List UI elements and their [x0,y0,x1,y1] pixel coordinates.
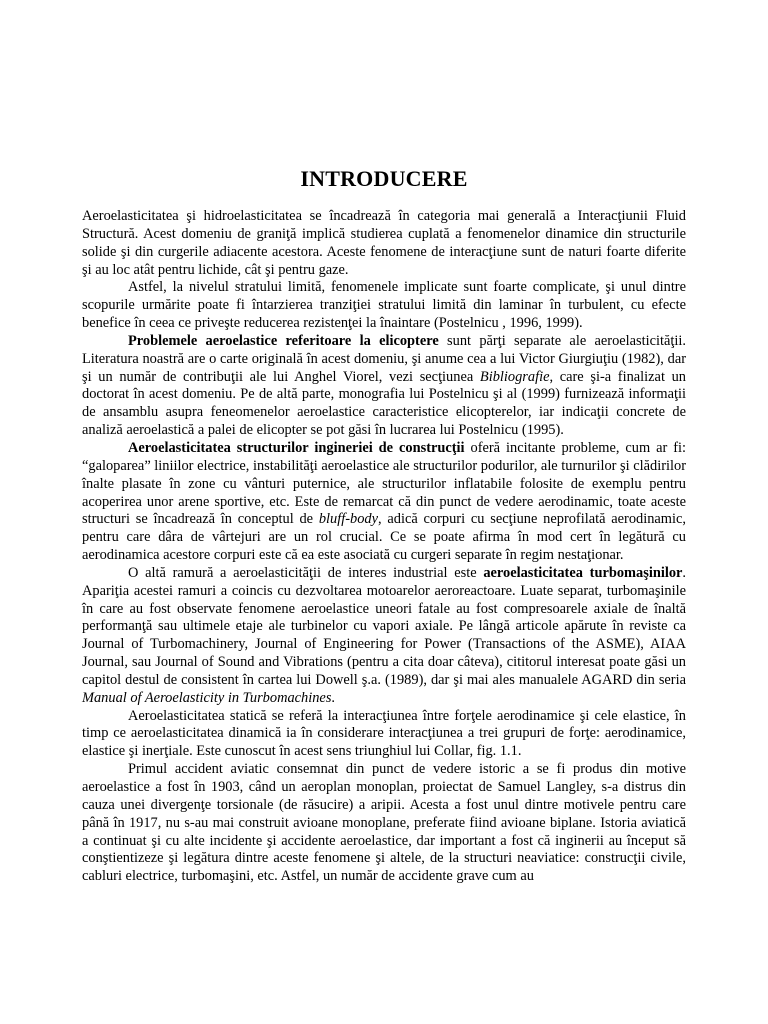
text-run: Astfel, la nivelul stratului limită, fenomenele implicate sunt foarte complicate, şi unul dintre scopurile urmărite poate fi întarzierea tranziţiei stratului limită din laminar în turbulent, cu efecte benefice în ceea ce priveşte reducerea rezistenţei la înaintare (Postelnicu , 1996, 1999). [82,279,686,332]
text-run: O altă ramură a aeroelasticităţii de interes industrial este [128,564,484,581]
italic-text: Manual of Aeroelasticity in Turbomachines [82,689,332,706]
paragraph [82,708,686,762]
text-run: sunt părţi separate ale aeroelasticităţii. Literatura noastră are o carte originală în acest domeniu, şi anume cea a lui Victor Giurgiuţiu (1982), dar şi un număr de contribuţii ale lui Anghel Viorel, vezi secţiunea [82,332,686,385]
paragraph [82,333,686,440]
paragraph [82,761,686,886]
paragraph [82,208,686,279]
text-run: oferă incitante probleme, cum ar fi: “galoparea” liniilor electrice, instabilităţi aeroelastice ale structurilor podurilor, ale turnurilor şi clădirilor înalte plasate în zone cu vânturi puternice, ale structurilor inflatabile folosite de exemplu pentru acoperirea unor arene sportive, etc. Este de remarcat că din punct de vedere aerodinamic, toate aceste structuri se încadrează în conceptul de [82,439,686,528]
text-run: , care şi-a finalizat un doctorat în acest domeniu. Pe de altă parte, monografia lui Postelnicu şi al (1999) furnizează informaţii de ansamblu asupra feneomenelor aeroelastice caracteristice elicopterelor, iar indicaţii concrete de analiză aeroelastică a palei de elicopter se pot găsi în lucrarea lui Postelnicu (1995). [82,368,686,439]
page-title: INTRODUCERE [300,166,468,191]
bold-text: aeroelasticitatea turbomaşinilor [483,564,683,581]
text-run: Aeroelasticitatea şi hidroelasticitatea se încadrează în categoria mai generală a Interacţiunii Fluid Structură. Acest domeniu de graniţă implică studierea cuplată a fenomenelor dinamice din structurile solide şi din curgerile adiacente acestora. Aceste fenomene de interacţiune sunt de naturi foarte diferite şi au loc atât pentru lichide, cât şi pentru gaze. [82,208,686,278]
document-body [82,208,686,886]
text-run: Aeroelasticitatea statică se referă la interacţiunea între forţele aerodinamice şi cele elastice, în timp ce aeroelasticitatea dinamică ia în considerare interacţiunea a trei grupuri de forţe: aerodinamice, elastice şi inerţiale. Este cunoscut în acest sens triunghiul lui Collar, fig. 1.1. [82,707,686,760]
bold-text: Aeroelasticitatea structurilor ingineriei de construcţii [128,439,465,456]
text-run: . Apariţia acestei ramuri a coincis cu dezvoltarea motoarelor aeroreactoare. Luate separat, turbomaşinile în care au fost observate fenomene aeroelastice uneori fatale au fost compresoarele axiale de înaltă performanţă sau ultimele etaje ale turbinelor cu vapori axiale. Pe lângă articole apărute în reviste ca Journal of Turbomachinery, Journal of Engineering for Power (Transactions of the ASME), AIAA Journal, sau Journal of Sound and Vibrations (pentru a cita doar câteva), cititorul interesat poate găsi un capitol destul de consistent în cartea lui Dowell ş.a. (1989), dar şi mai ales manualele AGARD din seria [82,564,687,688]
text-run: . [331,689,336,706]
bold-text: Problemele aeroelastice referitoare la elicoptere [128,332,439,349]
paragraph [82,565,686,708]
italic-text: bluff-body [318,511,379,528]
text-run: Primul accident aviatic consemnat din punct de vedere istoric a se fi produs din motive aeroelastice a fost în 1903, când un aeroplan monoplan, proiectat de Samuel Langley, s-a distrus din cauza unei divergenţe torsionale (de răsucire) a aripii. Acesta a fost unul dintre motivele pentru care până în 1917, nu s-au mai construit avioane monoplane, preferate fiind avioane biplane. Istoria aviatică a continuat şi cu alte incidente şi accidente aeroelastice, dar important a fost că inginerii au început să conştientizeze şi legătura dintre aceste fenomene şi altele, de la structuri neaviatice: construcţii civile, cabluri electrice, turbomaşini, etc. Astfel, un număr de accidente grave cum au [82,761,686,885]
paragraph [82,440,686,565]
italic-text: Bibliografie [479,368,550,385]
text-run: , adică corpuri cu secţiune neprofilată aerodinamic, pentru care dâra de vârtejuri are un rol crucial. Ce se poate afirma în mod cert în legătură cu aerodinamica acestore corpuri este că ea este asociată cu curgeri separate în regim nestaţionar. [82,511,686,564]
paragraph [82,279,686,333]
